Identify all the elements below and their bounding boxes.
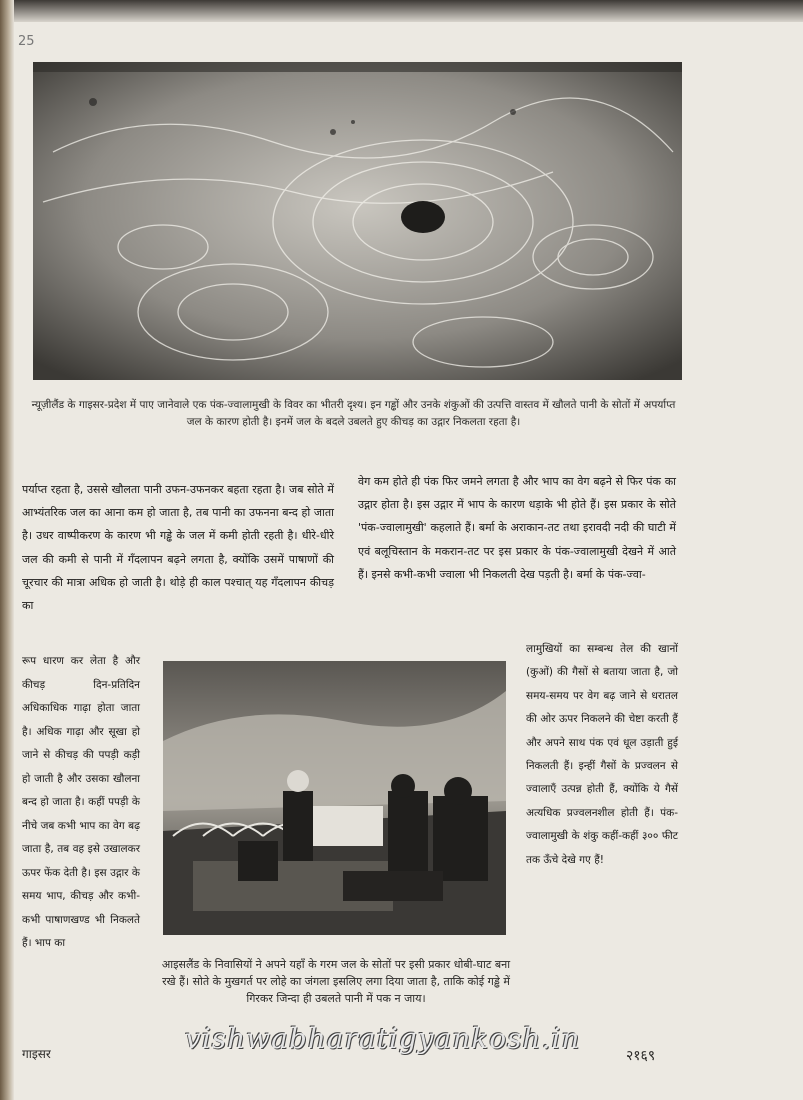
- top-photo-caption: न्यूज़ीलैंड के गाइसर-प्रदेश में पाए जानेवाले एक पंक-ज्वालामुखी के विवर का भीतरी दृश्य। इन गड्ढों और उनके शंकुओं की उत्पत्ति वास्तव में खौलते पानी के सोतों में अपर्याप्त जल के कारण होती है। इनमें जल के बदले उबलते हुए कीचड़ का उद्गार निकलता रहता है।: [31, 399, 676, 428]
- mud-volcano-photo: [33, 62, 682, 380]
- right-narrow-column-text: [526, 638, 678, 872]
- margin-mark: 25: [18, 34, 35, 49]
- left-column-text: [22, 478, 334, 617]
- running-footer: गाइसर: [22, 1047, 51, 1061]
- website-watermark: vishwabharatigyankosh.in: [185, 1022, 581, 1055]
- right-column-text: [358, 470, 676, 586]
- book-spine-shadow: [0, 0, 14, 1100]
- hot-spring-laundry-photo: [163, 661, 506, 935]
- left-narrow-column-text: [22, 650, 140, 956]
- page-number: २१६९: [626, 1048, 656, 1064]
- middle-photo-caption: आइसलैंड के निवासियों ने अपने यहाँ के गरम जल के सोतों पर इसी प्रकार धोबी-घाट बना रखे हैं। सोते के मुखगर्त पर लोहे का जंगला इसलिए लगा दिया जाता है, ताकि कोई गड्ढे में गिरकर जिन्दा ही उबलते पानी में पक न जाय।: [161, 958, 511, 1005]
- right-narrow-paragraph: लामुखियों का सम्बन्ध तेल की खानों (कुओं) की गैसों से बताया जाता है, जो समय-समय पर वेग बढ़ जाने से धरातल की ओर ऊपर निकलने की चेष्टा करती हैं और अपने साथ पंक एवं धूल उड़ाती हुई निकलती हैं। इन्हीं गैसों के प्रज्वलन से ज्वालाएँ उत्पन्न होती हैं, क्योंकि ये गैसें अत्यधिक प्रज्वलनशील होती हैं। पंक-ज्वालामुखी के शंकु कहीं-कहीं ३०० फीट तक ऊँचे देखे गए हैं!: [526, 643, 678, 866]
- right-column-paragraph: वेग कम होते ही पंक फिर जमने लगता है और भाप का वेग बढ़ने से फिर पंक का उद्गार होता है। इस उद्गार में भाप के कारण धड़ाके भी होते हैं। इस प्रकार के सोते 'पंक-ज्वालामुखी' कहलाते हैं। बर्मा के अराकान-तट तथा इरावदी नदी की घाटी में एवं बलूचिस्तान के मकरान-तट पर इस प्रकार के पंक-ज्वालामुखी देखने में आते हैं। इनसे कभी-कभी ज्वाला भी निकलती देख पड़ती है। बर्मा के पंक-ज्वा-: [358, 475, 676, 581]
- left-column-paragraph: पर्याप्त रहता है, उससे खौलता पानी उफन-उफनकर बहता रहता है। जब सोते में आभ्यंतरिक जल का आना कम हो जाता है, तब पानी का उफनना बन्द हो जाता है। उधर वाष्पीकरण के कारण भी गड्ढे के जल में कमी होती रहती है। धीरे-धीरे जल की कमी से पानी में गँदलापन बढ़ने लगता है, क्योंकि उसमें पाषाणों की चूरचार की मात्रा अधिक हो जाती है। थोड़े ही काल पश्चात् यह गँदलापन कीचड़ का: [22, 483, 334, 613]
- page-top-shadow: [0, 0, 803, 22]
- left-narrow-paragraph: रूप धारण कर लेता है और कीचड़ दिन-प्रतिदिन अधिकाधिक गाढ़ा होता जाता है। अधिक गाढ़ा और सूखा हो जाने से कीचड़ की पपड़ी कड़ी हो जाती है और उसका खौलना बन्द हो जाता है। कहीं पपड़ी के नीचे जब कभी भाप का वेग बढ़ जाता है, तब वह इसे उखालकर ऊपर फेंक देती है। इस उद्गार के समय भाप, कीचड़ और कभी-कभी पाषाणखण्ड भी निकलते हैं। भाप का: [22, 655, 140, 949]
